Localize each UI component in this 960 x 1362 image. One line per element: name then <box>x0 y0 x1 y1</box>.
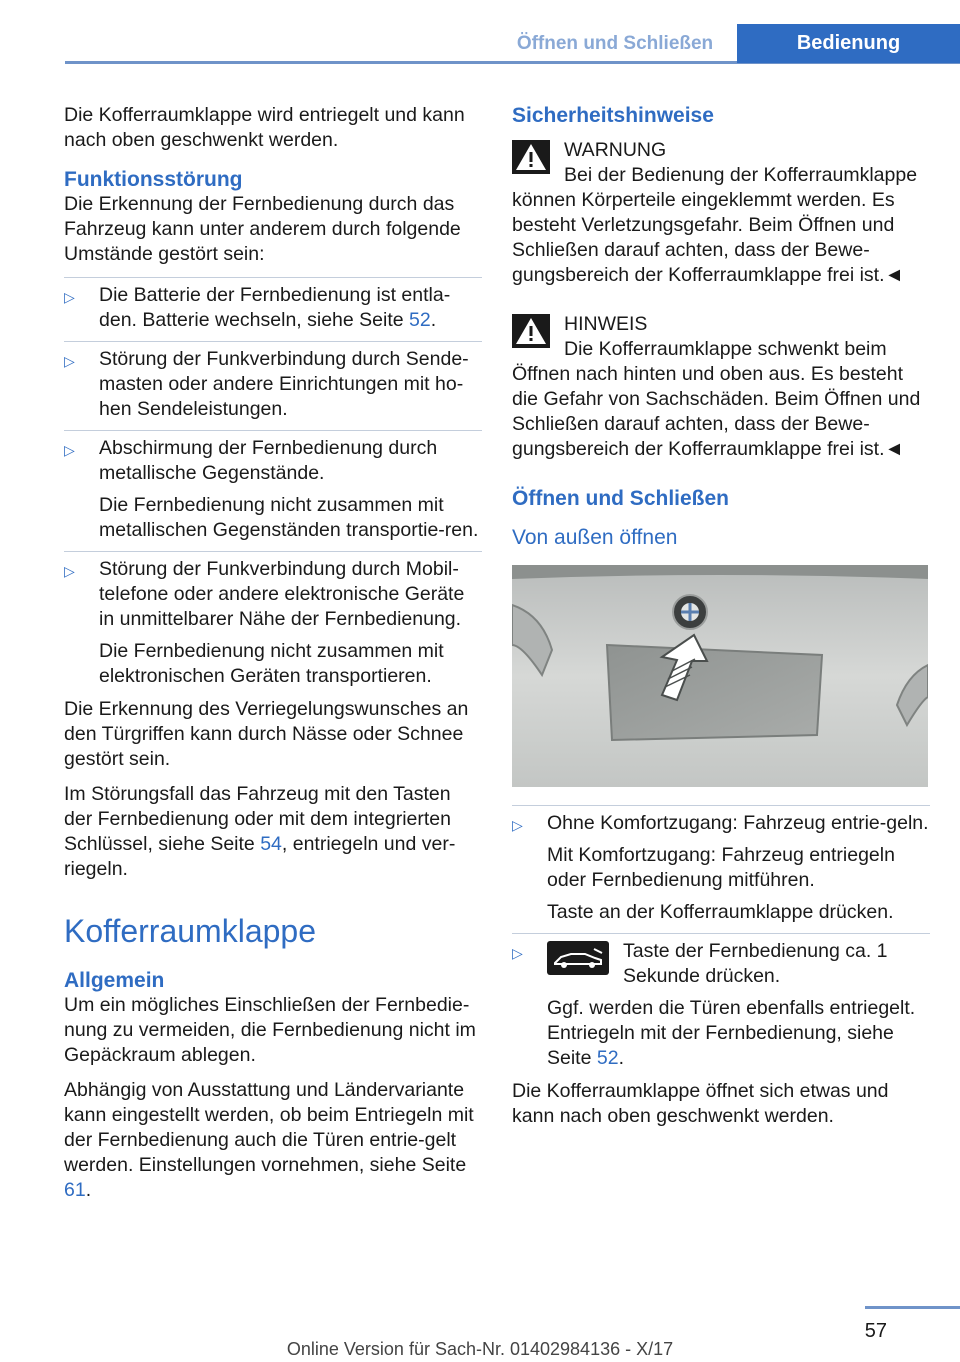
right-column <box>512 103 930 1139</box>
page-number: 57 <box>864 1320 887 1342</box>
punctuation: . <box>430 309 437 331</box>
fault-text-end: , entriegeln und ver-riegeln. <box>64 833 456 880</box>
list-item <box>64 277 482 333</box>
general-text: Um ein mögliches Einschließen der Fernbedie-nung zu vermeiden, die Fernbedienung nicht im Gepäckraum ablegen. <box>64 994 476 1066</box>
key-row <box>547 939 930 996</box>
page-link[interactable]: 54 <box>260 833 282 855</box>
triangle-right-icon: ▷ <box>512 817 523 833</box>
final-paragraph: Die Kofferraumklappe öffnet sich etwas und kann nach oben geschwenkt werden. <box>512 1080 889 1127</box>
warning-triangle-icon <box>512 314 550 348</box>
list-item <box>64 551 482 689</box>
trunk-remote-key-icon <box>547 941 609 975</box>
triangle-right-icon: ▷ <box>512 945 523 961</box>
malfunction-heading: Funktionsstörung <box>64 168 243 191</box>
step-subtext <box>547 996 930 1071</box>
bullet-text: Störung der Funkverbindung durch Mobil-telefone oder andere elektronische Geräte in unmittelbarer Nähe der Fernbedienung. <box>99 558 465 630</box>
open-close-heading: Öffnen und Schließen <box>512 487 730 510</box>
list-item <box>512 805 930 925</box>
left-column <box>64 103 482 1213</box>
chapter-tab: Bedienung <box>737 24 960 63</box>
door-handle-paragraph: Die Erkennung des Verriegelungswunsches an den Türgriffen kann durch Nässe oder Schnee gestört sein. <box>64 698 469 770</box>
bullet-text: Störung der Funkverbindung durch Sende-masten oder andere Einrichtungen mit ho-hen Sendeleistungen. <box>99 348 469 420</box>
step-subtext-main: Ggf. werden die Türen ebenfalls entriegelt. Entriegeln mit der Fernbedienung, siehe Seite <box>547 997 916 1069</box>
outside-heading: Von außen öffnen <box>512 526 678 549</box>
page-link[interactable]: 52 <box>409 309 431 331</box>
punctuation: . <box>618 1047 624 1069</box>
online-version-footer: Online Version für Sach-Nr. 01402984136 - X/17 <box>286 1339 674 1359</box>
triangle-right-icon: ▷ <box>64 353 75 369</box>
malfunction-text: Die Erkennung der Fernbedienung durch das Fahrzeug kann unter anderem durch folgende Umstände gestört sein: <box>64 193 461 265</box>
equipment-paragraph <box>64 1078 482 1203</box>
bullet-text: Abschirmung der Fernbedienung durch metallische Gegenstände. <box>99 437 438 484</box>
triangle-right-icon: ▷ <box>64 289 75 305</box>
triangle-right-icon: ▷ <box>64 442 75 458</box>
bullet-subtext: Die Fernbedienung nicht zusammen mit elektronischen Geräten transportieren. <box>99 640 444 687</box>
step-subtext: Mit Komfortzugang: Fahrzeug entriegeln oder Fernbedienung mitführen. <box>547 844 895 891</box>
list-item <box>512 933 930 1071</box>
page-link[interactable]: 52 <box>596 1047 619 1069</box>
step-text: Taste der Fernbedienung ca. 1 Sekunde drücken. <box>623 940 888 987</box>
step-text: Ohne Komfortzugang: Fahrzeug entrie-geln. <box>547 812 929 834</box>
triangle-right-icon: ▷ <box>64 563 75 579</box>
fault-paragraph <box>64 782 482 882</box>
page-number-rule <box>865 1306 960 1309</box>
list-item <box>64 430 482 543</box>
warning-box <box>512 138 930 288</box>
bullet-text: Die Batterie der Fernbedienung ist entla-den. Batterie wechseln, siehe Seite <box>99 284 451 331</box>
trunk-heading: Kofferraumklappe <box>64 913 316 949</box>
bullet-subtext: Die Fernbedienung nicht zusammen mit metallischen Gegenständen transportie-ren. <box>99 494 479 541</box>
general-heading: Allgemein <box>64 969 165 992</box>
notice-text: Die Kofferraumklappe schwenkt beim Öffnen nach hinten und oben aus. Es besteht die Gefahr von Sachschäden. Beim Öffnen und Schließen darauf achten, dass der Bewe-gungsbereich der Kofferraumklappe frei ist.◄ <box>512 338 921 460</box>
malfunction-list <box>64 277 482 689</box>
warning-triangle-icon <box>512 140 550 174</box>
warning-label: WARNUNG <box>564 139 667 161</box>
list-item <box>64 341 482 422</box>
fault-text: Im Störungsfall das Fahrzeug mit den Tasten der Fernbedienung oder mit dem integrierten Schlüssel, siehe Seite <box>64 783 451 855</box>
warning-text: Bei der Bedienung der Kofferraumklappe können Körperteile eingeklemmt werden. Es besteht Verletzungsgefahr. Beim Öffnen und Schließen darauf achten, dass der Bewe-gungsbereich der Kofferraumklappe frei ist.◄ <box>512 164 918 286</box>
steps-list <box>512 805 930 1071</box>
notice-label: HINWEIS <box>564 313 648 335</box>
equipment-text: Abhängig von Ausstattung und Ländervariante kann eingestellt werden, ob beim Entriegeln mit der Fernbedienung auch die Türen entrie-gelt werden. Einstellungen vornehmen, siehe Seite <box>64 1079 474 1176</box>
safety-heading: Sicherheitshinweise <box>512 104 714 127</box>
step-subtext: Taste an der Kofferraumklappe drücken. <box>547 901 894 923</box>
intro-paragraph: Die Kofferraumklappe wird entriegelt und kann nach oben geschwenkt werden. <box>64 104 465 151</box>
section-tab: Öffnen und Schließen <box>516 33 714 54</box>
trunk-lid-illustration <box>512 565 928 787</box>
page-link[interactable]: 61 <box>64 1179 86 1201</box>
punctuation: . <box>85 1179 92 1201</box>
notice-box <box>512 312 930 462</box>
